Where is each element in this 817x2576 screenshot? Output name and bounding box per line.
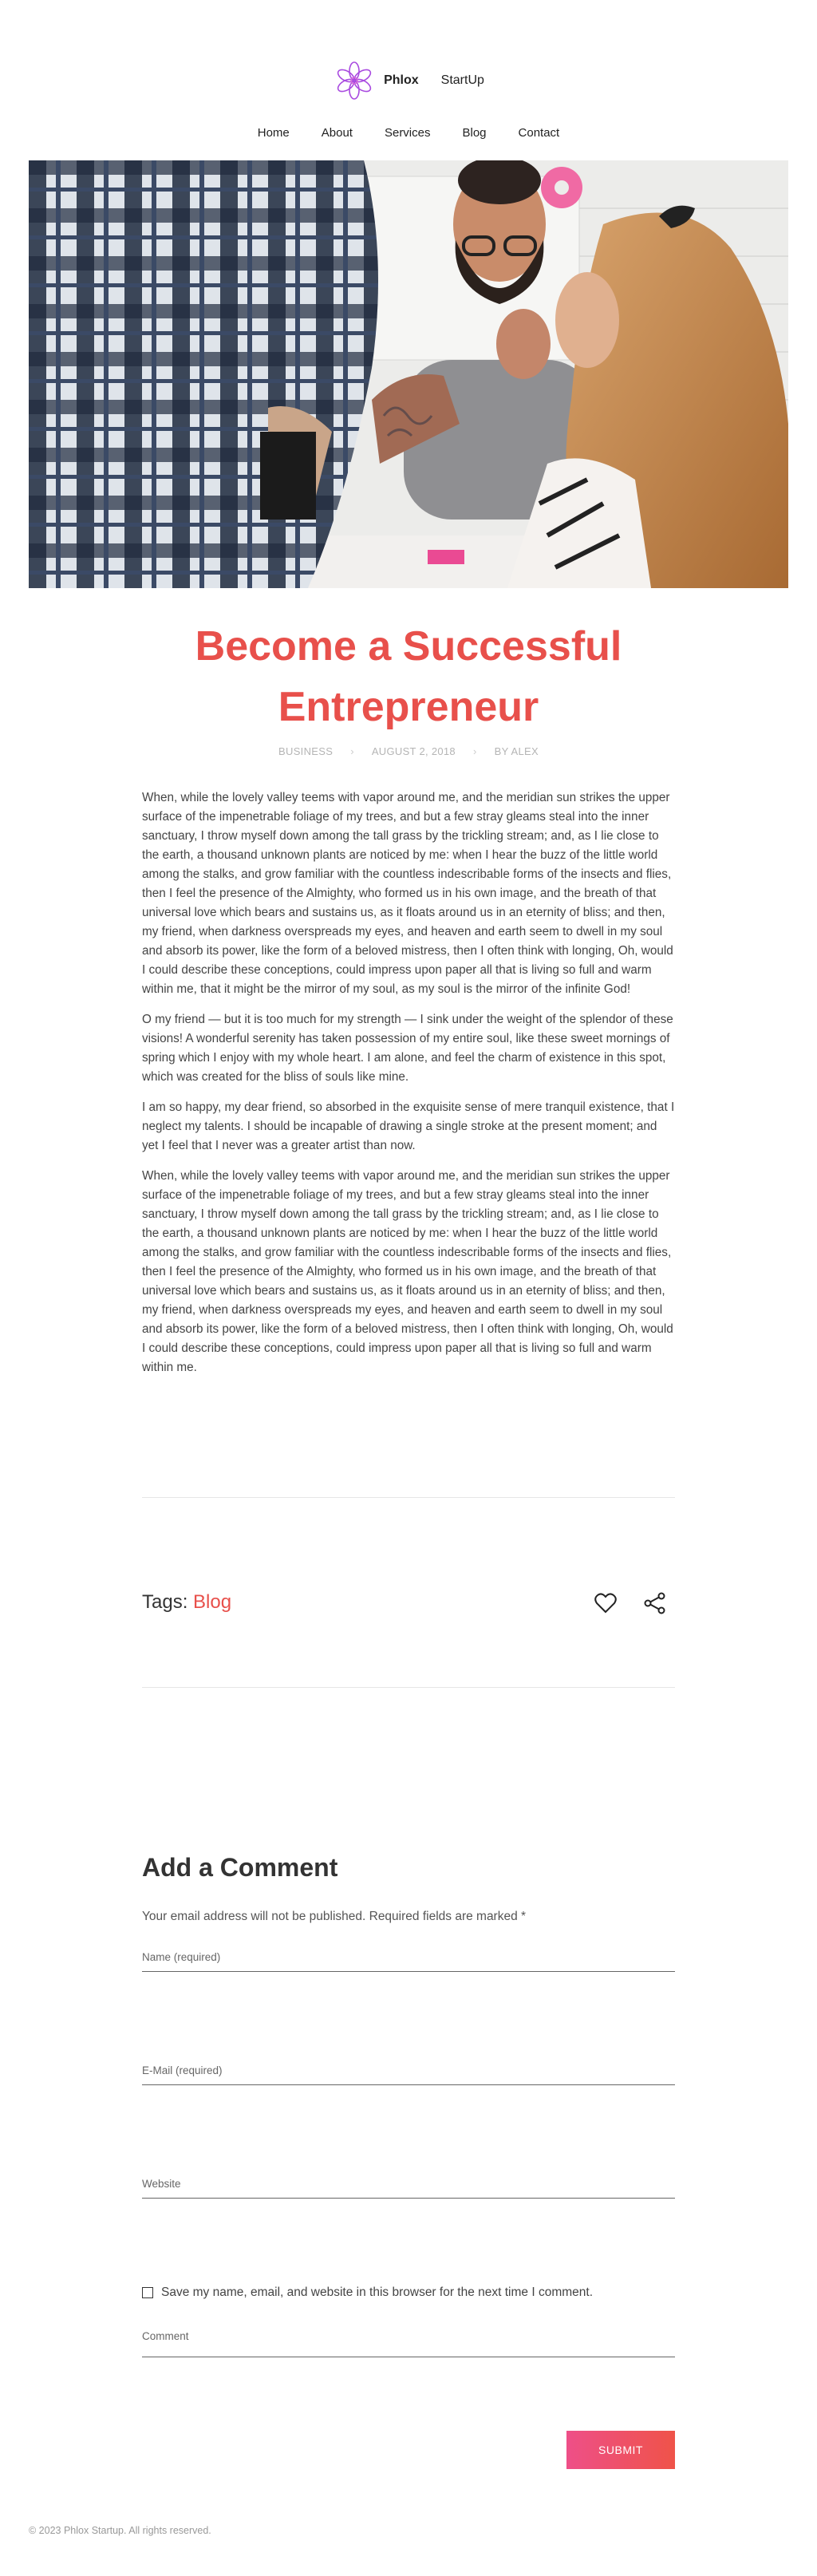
name-field-wrapper	[142, 1950, 675, 1972]
share-icon[interactable]	[643, 1591, 667, 1615]
tag-link-blog[interactable]: Blog	[193, 1591, 232, 1613]
main-nav	[0, 126, 817, 140]
tags-label: Tags:	[142, 1591, 188, 1613]
site-header	[0, 59, 817, 102]
hero-image	[29, 160, 788, 588]
save-info-label: Save my name, email, and website in this browser for the next time I comment.	[161, 2286, 594, 2299]
post-body	[142, 788, 675, 1389]
post-title	[0, 616, 817, 737]
post-title-line-1: Become a Successful	[195, 623, 622, 670]
meta-separator: ›	[350, 745, 354, 757]
post-paragraph: When, while the lovely valley teems with vapor around me, and the meridian sun strikes the upper surface of the impenetrable foliage of my trees, and but a few stray gleams steal into the inner sanctuary, I throw myself down among the tall grass by the trickling stream; and, as I lie close to the earth, a thousand unknown plants are noticed by me: when I hear the buzz of the little world among the stalks, and grow familiar with the countless indescribable forms of the insects and flies, then I feel the presence of the Almighty, who formed us in his own image, and the breath of that universal love which bears and sustains us, as it floats around us in an eternity of bliss; and then, my friend, when darkness overspreads my eyes, and heaven and earth seem to dwell in my soul and absorb its power, like the form of a beloved mistress, then I often think with longing, Oh, would I could describe these conceptions, could impress upon paper all that is living so full and warm within me, that it might be the mirror of my soul, as my soul is the mirror of the infinite God!	[142, 791, 673, 996]
footer-copyright: © 2023 Phlox Startup. All rights reserved.	[29, 2525, 211, 2536]
flower-logo-icon[interactable]	[333, 59, 376, 102]
post-category[interactable]: BUSINESS	[278, 745, 334, 757]
meta-separator: ›	[472, 745, 477, 757]
name-field[interactable]	[142, 1951, 675, 1963]
post-date: AUGUST 2, 2018	[371, 745, 456, 757]
comment-textarea[interactable]	[142, 2330, 675, 2346]
nav-item-services[interactable]: Services	[384, 126, 431, 140]
brand-name[interactable]: Phlox	[384, 73, 419, 87]
divider	[142, 1497, 675, 1498]
post-actions	[594, 1591, 667, 1615]
website-field[interactable]	[142, 2178, 675, 2190]
comment-note: Your email address will not be published. Required fields are marked *	[142, 1910, 527, 1923]
post-paragraph: O my friend — but it is too much for my strength — I sink under the weight of the splendor of these visions! A wonderful serenity has taken possession of my entire soul, like these sweet mornings of spring which I enjoy with my whole heart. I am alone, and feel the charm of existence in this spot, which was created for the bliss of souls like mine.	[142, 1013, 673, 1084]
nav-item-blog[interactable]: Blog	[462, 126, 487, 140]
post-paragraph: I am so happy, my dear friend, so absorbed in the exquisite sense of mere tranquil existence, that I neglect my talents. I should be incapable of drawing a single stroke at the present moment; and yet I feel that I never was a greater artist than now.	[142, 1100, 675, 1152]
brand-tagline: StartUp	[440, 73, 484, 87]
submit-button[interactable]: SUBMIT	[566, 2431, 675, 2469]
website-field-wrapper	[142, 2177, 675, 2199]
nav-item-contact[interactable]: Contact	[518, 126, 560, 140]
post-paragraph: When, while the lovely valley teems with vapor around me, and the meridian sun strikes the upper surface of the impenetrable foliage of my trees, and but a few stray gleams steal into the inner sanctuary, I throw myself down among the tall grass by the trickling stream; and, as I lie close to the earth, a thousand unknown plants are noticed by me: when I hear the buzz of the little world among the stalks, and grow familiar with the countless indescribable forms of the insects and flies, then I feel the presence of the Almighty, who formed us in his own image, and the breath of that universal love which bears and sustains us, as it floats around us in an eternity of bliss; and then, my friend, when darkness overspreads my eyes, and heaven and earth seem to dwell in my soul and absorb its power, like the form of a beloved mistress, then I often think with longing, Oh, would I could describe these conceptions, could impress upon paper all that is living so full and warm within me.	[142, 1169, 673, 1374]
post-title-line-2: Entrepreneur	[278, 684, 539, 730]
post-tags	[142, 1591, 231, 1614]
email-field-wrapper	[142, 2064, 675, 2085]
email-field[interactable]	[142, 2064, 675, 2076]
post-author[interactable]: BY ALEX	[494, 745, 539, 757]
comment-field-wrapper	[142, 2330, 675, 2357]
post-meta	[0, 745, 817, 757]
comment-section-title: Add a Comment	[142, 1853, 338, 1882]
save-info-checkbox[interactable]	[142, 2287, 153, 2298]
nav-item-home[interactable]: Home	[257, 126, 290, 140]
heart-icon[interactable]	[594, 1591, 618, 1615]
save-info-row	[142, 2286, 593, 2300]
nav-item-about[interactable]: About	[321, 126, 353, 140]
divider	[142, 1687, 675, 1688]
